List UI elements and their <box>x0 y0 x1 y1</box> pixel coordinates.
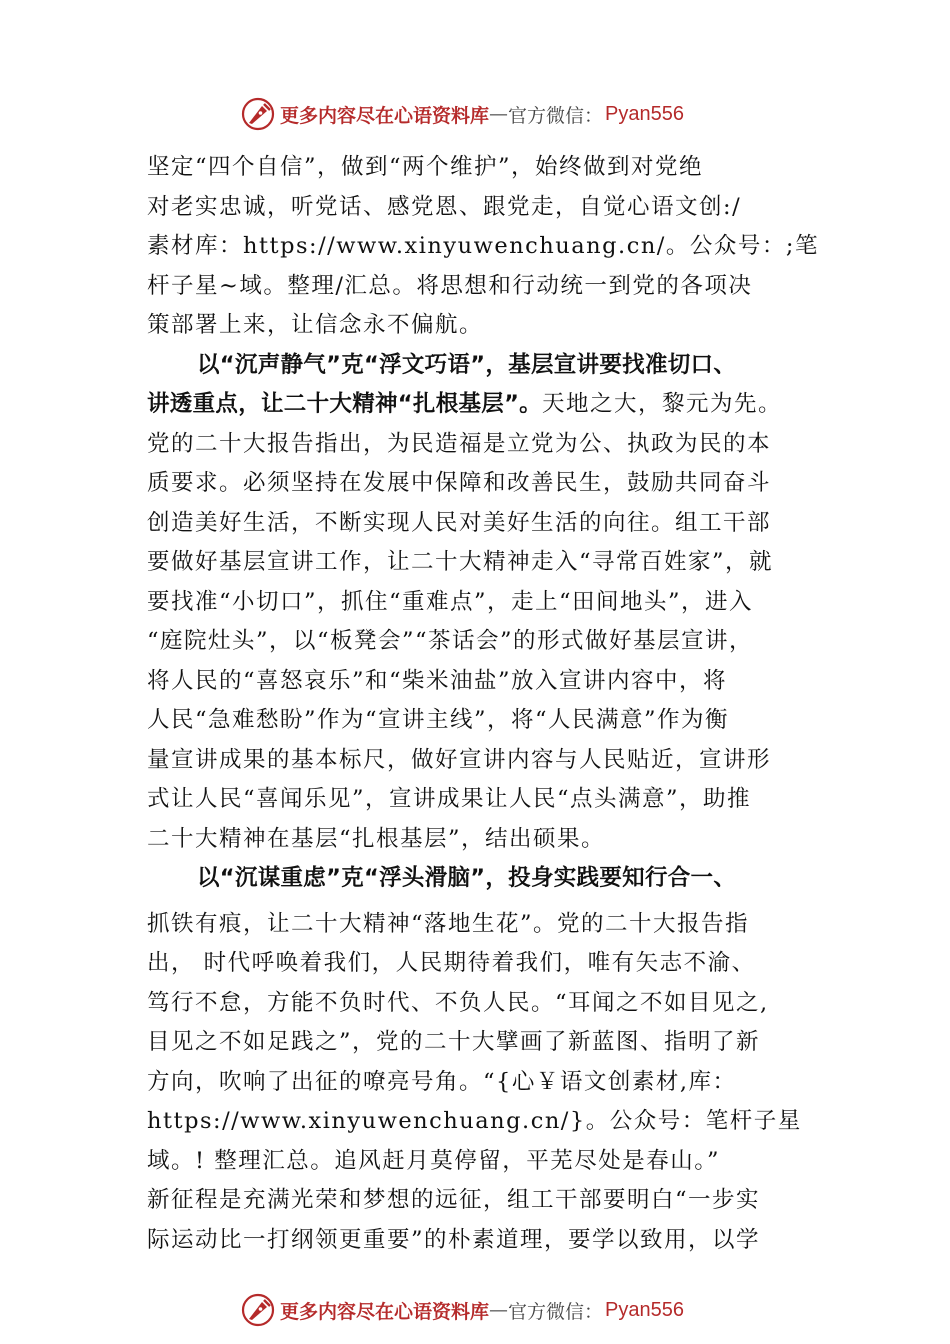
text-line: 量宣讲成果的基本标尺，做好宣讲内容与人民贴近，宣讲形 <box>147 746 772 773</box>
document-body <box>147 148 817 1260</box>
text-line: 要做好基层宣讲工作，让二十大精神走入“寻常百姓家”，就 <box>147 549 774 575</box>
banner-main-text: 更多内容尽在心语资料库 <box>280 1300 490 1323</box>
pen-nib-circle-icon <box>240 1292 276 1328</box>
text-line: 质要求。必须坚持在发展中保障和改善民生，鼓励共同奋斗 <box>147 470 772 496</box>
text-line: 域。! 整理汇总。追风赶月莫停留，平芜尽处是春山。” <box>147 1147 720 1174</box>
text-line: 际运动比一打纲领更重要”的朴素道理，要学以致用，以学 <box>147 1226 761 1253</box>
text-line: 要找准“小切口”，抓住“重难点”，走上“田间地头”，进入 <box>147 588 754 615</box>
text-line: 党的二十大报告指出，为民造福是立党为公、执政为民的本 <box>147 430 772 457</box>
banner-label: 官方微信 <box>508 104 585 127</box>
text-line: 笃行不怠，方能不负时代、不负人民。“耳闻之不如目见之, <box>147 989 769 1016</box>
banner-wechat-id: Pyan556 <box>605 102 685 125</box>
section-heading-end: 讲透重点，让二十大精神“扎根基层”。 <box>147 391 542 417</box>
header-banner <box>240 96 684 132</box>
text-line: 新征程是充满光荣和梦想的远征，组工干部要明白“一步实 <box>147 1187 761 1213</box>
text-line: 策部署上来，让信念永不偏航。 <box>147 312 484 338</box>
text-line: 方向，吹响了出征的嘹亮号角。“{心￥语文创素材,库： <box>147 1068 737 1095</box>
banner-main-text: 更多内容尽在心语资料库 <box>280 104 490 127</box>
text-line: 将人民的“喜怒哀乐”和“柴米油盐”放入宣讲内容中，将 <box>147 667 728 694</box>
banner-colon: ： <box>584 1300 604 1323</box>
text-line: 杆子星~域。整理/汇总。将思想和行动统一到党的各项决 <box>147 272 753 299</box>
text-line: 素材库：https://www.xinyuwenchuang.cn/。公众号：;笔 <box>147 233 819 259</box>
banner-wechat-id: Pyan556 <box>605 1298 685 1321</box>
text-line: 目见之不如足践之”，党的二十大擘画了新蓝图、指明了新 <box>147 1029 761 1055</box>
text-line: https://www.xinyuwenchuang.cn/}。公众号：笔杆子星 <box>147 1108 802 1134</box>
text-line: “庭院灶头”，以“板凳会”“茶话会”的形式做好基层宣讲， <box>147 628 754 654</box>
section-heading: 以“沉谋重虑”克“浮头滑脑”，投身实践要知行合一、 <box>197 865 737 891</box>
text-line: 出， 时代呼唤着我们，人民期待着我们，唯有矢志不渝、 <box>147 950 756 976</box>
pen-nib-circle-icon <box>240 96 276 132</box>
text-line: 对老实忠诚，听党话、感党恩、跟党走，自觉心语文创:/ <box>147 193 742 220</box>
banner-dash: — <box>489 1299 509 1321</box>
text-line: 抓铁有痕，让二十大精神“落地生花”。党的二十大报告指 <box>147 910 750 937</box>
text-line: 式让人民“喜闻乐见”，宣讲成果让人民“点头满意”，助推 <box>147 786 752 812</box>
heading-tail-text: 天地之大，黎元为先。 <box>541 391 782 417</box>
section-heading: 以“沉声静气”克“浮文巧语”，基层宣讲要找准切口、 <box>197 351 737 378</box>
text-line: 创造美好生活，不断实现人民对美好生活的向往。组工干部 <box>147 509 772 536</box>
text-line: 人民“急难愁盼”作为“宣讲主线”，将“人民满意”作为衡 <box>147 707 730 733</box>
text-line: 二十大精神在基层“扎根基层”，结出硕果。 <box>147 825 606 852</box>
footer-banner <box>240 1292 684 1328</box>
banner-dash: — <box>489 103 509 125</box>
text-line: 坚定“四个自信”，做到“两个维护”，始终做到对党绝 <box>147 154 704 180</box>
banner-colon: ： <box>584 104 604 127</box>
banner-label: 官方微信 <box>508 1300 585 1323</box>
section-heading-line <box>147 385 817 425</box>
